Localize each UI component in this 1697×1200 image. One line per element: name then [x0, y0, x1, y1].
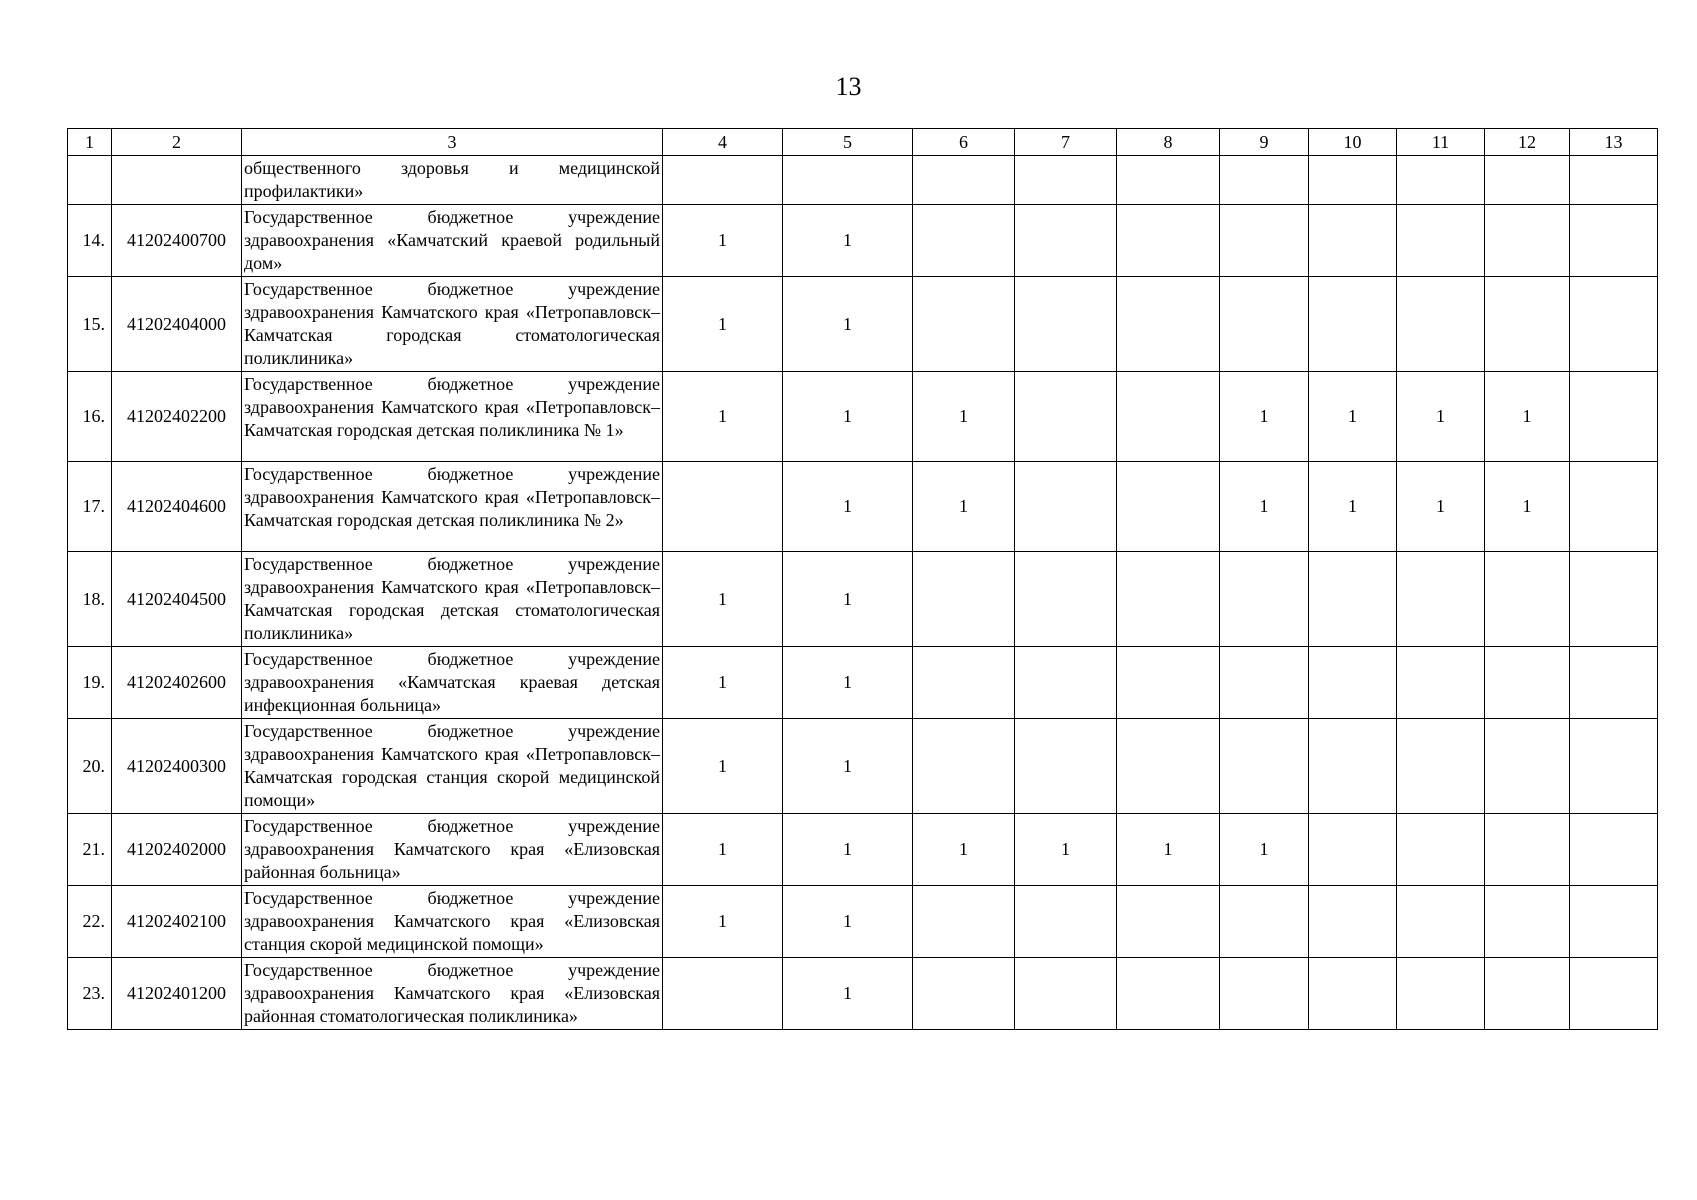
- column-header: 13: [1570, 129, 1658, 156]
- cell-col-7: 1: [1015, 814, 1117, 886]
- table-row: [68, 552, 1658, 647]
- cell-col-4: 1: [663, 814, 783, 886]
- cell-col-9: [1220, 719, 1309, 814]
- cell-col-8: 1: [1117, 814, 1220, 886]
- institution-code: [112, 156, 242, 205]
- cell-col-4: 1: [663, 647, 783, 719]
- cell-col-4: 1: [663, 719, 783, 814]
- institution-name: Государственное бюджетное учреждение здравоохранения Камчатского края «Петропавловск–Камчатская городская детская стоматологическая поликлиника»: [242, 552, 663, 647]
- cell-col-12: [1485, 958, 1570, 1030]
- cell-col-11: 1: [1397, 462, 1485, 552]
- institution-name: Государственное бюджетное учреждение здравоохранения Камчатского края «Елизовская станция скорой медицинской помощи»: [242, 886, 663, 958]
- cell-col-13: [1570, 719, 1658, 814]
- cell-col-6: 1: [913, 372, 1015, 462]
- cell-col-6: [913, 156, 1015, 205]
- cell-col-4: [663, 156, 783, 205]
- institution-name: Государственное бюджетное учреждение здравоохранения Камчатского края «Петропавловск–Камчатская городская стоматологическая поликлиника»: [242, 277, 663, 372]
- cell-col-6: [913, 958, 1015, 1030]
- cell-col-4: 1: [663, 552, 783, 647]
- cell-col-9: 1: [1220, 372, 1309, 462]
- institution-name: Государственное бюджетное учреждение здравоохранения Камчатского края «Елизовская районная стоматологическая поликлиника»: [242, 958, 663, 1030]
- cell-col-12: [1485, 205, 1570, 277]
- institution-code: 41202404000: [112, 277, 242, 372]
- institution-name: Государственное бюджетное учреждение здравоохранения «Камчатский краевой родильный дом»: [242, 205, 663, 277]
- table-row: [68, 462, 1658, 552]
- institution-code: 41202400700: [112, 205, 242, 277]
- cell-col-7: [1015, 372, 1117, 462]
- cell-col-7: [1015, 156, 1117, 205]
- cell-col-6: [913, 552, 1015, 647]
- cell-col-6: 1: [913, 462, 1015, 552]
- cell-col-10: [1309, 886, 1397, 958]
- row-number: 23.: [68, 958, 112, 1030]
- cell-col-12: [1485, 719, 1570, 814]
- cell-col-13: [1570, 277, 1658, 372]
- row-number: 14.: [68, 205, 112, 277]
- cell-col-4: 1: [663, 886, 783, 958]
- cell-col-10: [1309, 719, 1397, 814]
- cell-col-10: [1309, 958, 1397, 1030]
- institution-code: 41202402000: [112, 814, 242, 886]
- table-row: [68, 647, 1658, 719]
- cell-col-12: [1485, 886, 1570, 958]
- cell-col-11: [1397, 719, 1485, 814]
- cell-col-8: [1117, 886, 1220, 958]
- cell-col-5: 1: [783, 886, 913, 958]
- table-row: [68, 277, 1658, 372]
- cell-col-13: [1570, 958, 1658, 1030]
- cell-col-5: 1: [783, 647, 913, 719]
- cell-col-8: [1117, 958, 1220, 1030]
- institution-name: Государственное бюджетное учреждение здравоохранения «Камчатская краевая детская инфекционная больница»: [242, 647, 663, 719]
- cell-col-7: [1015, 462, 1117, 552]
- cell-col-6: [913, 719, 1015, 814]
- cell-col-12: 1: [1485, 462, 1570, 552]
- table-row: [68, 205, 1658, 277]
- column-header: 1: [68, 129, 112, 156]
- table-row: [68, 886, 1658, 958]
- cell-col-11: [1397, 814, 1485, 886]
- cell-col-8: [1117, 647, 1220, 719]
- cell-col-13: [1570, 462, 1658, 552]
- cell-col-9: 1: [1220, 814, 1309, 886]
- cell-col-8: [1117, 205, 1220, 277]
- column-header: 12: [1485, 129, 1570, 156]
- cell-col-13: [1570, 156, 1658, 205]
- institution-code: 41202401200: [112, 958, 242, 1030]
- cell-col-11: [1397, 552, 1485, 647]
- institution-name: Государственное бюджетное учреждение здравоохранения Камчатского края «Петропавловск–Камчатская городская станция скорой медицинской помощи»: [242, 719, 663, 814]
- cell-col-10: [1309, 156, 1397, 205]
- cell-col-8: [1117, 156, 1220, 205]
- table-row: [68, 814, 1658, 886]
- institution-name: Государственное бюджетное учреждение здравоохранения Камчатского края «Петропавловск–Камчатская городская детская поликлиника № 1»: [242, 372, 663, 462]
- cell-col-7: [1015, 277, 1117, 372]
- column-header: 7: [1015, 129, 1117, 156]
- cell-col-4: 1: [663, 277, 783, 372]
- cell-col-7: [1015, 647, 1117, 719]
- row-number: 20.: [68, 719, 112, 814]
- cell-col-6: [913, 205, 1015, 277]
- institution-code: 41202404600: [112, 462, 242, 552]
- cell-col-5: 1: [783, 372, 913, 462]
- cell-col-5: [783, 156, 913, 205]
- cell-col-5: 1: [783, 552, 913, 647]
- cell-col-13: [1570, 647, 1658, 719]
- column-header: 2: [112, 129, 242, 156]
- cell-col-10: 1: [1309, 462, 1397, 552]
- cell-col-4: [663, 958, 783, 1030]
- cell-col-8: [1117, 552, 1220, 647]
- row-number: 15.: [68, 277, 112, 372]
- cell-col-9: [1220, 886, 1309, 958]
- cell-col-12: [1485, 814, 1570, 886]
- cell-col-12: [1485, 156, 1570, 205]
- cell-col-10: [1309, 205, 1397, 277]
- row-number: 16.: [68, 372, 112, 462]
- cell-col-10: [1309, 814, 1397, 886]
- institutions-table: [67, 128, 1658, 1030]
- cell-col-11: [1397, 647, 1485, 719]
- table-row: [68, 719, 1658, 814]
- cell-col-13: [1570, 886, 1658, 958]
- institution-name: общественного здоровья и медицинской профилактики»: [242, 156, 663, 205]
- cell-col-9: [1220, 156, 1309, 205]
- cell-col-13: [1570, 552, 1658, 647]
- column-header: 4: [663, 129, 783, 156]
- cell-col-7: [1015, 958, 1117, 1030]
- institution-code: 41202402200: [112, 372, 242, 462]
- row-number: [68, 156, 112, 205]
- row-number: 19.: [68, 647, 112, 719]
- cell-col-9: [1220, 647, 1309, 719]
- institution-name: Государственное бюджетное учреждение здравоохранения Камчатского края «Елизовская районная больница»: [242, 814, 663, 886]
- cell-col-10: [1309, 552, 1397, 647]
- row-number: 18.: [68, 552, 112, 647]
- cell-col-5: 1: [783, 462, 913, 552]
- column-header: 5: [783, 129, 913, 156]
- cell-col-7: [1015, 719, 1117, 814]
- cell-col-5: 1: [783, 205, 913, 277]
- column-header: 9: [1220, 129, 1309, 156]
- cell-col-8: [1117, 372, 1220, 462]
- institution-code: 41202404500: [112, 552, 242, 647]
- table-row: [68, 958, 1658, 1030]
- cell-col-7: [1015, 886, 1117, 958]
- institution-code: 41202402100: [112, 886, 242, 958]
- cell-col-11: [1397, 156, 1485, 205]
- cell-col-6: 1: [913, 814, 1015, 886]
- column-header: 8: [1117, 129, 1220, 156]
- cell-col-10: [1309, 277, 1397, 372]
- row-number: 21.: [68, 814, 112, 886]
- cell-col-6: [913, 277, 1015, 372]
- institution-code: 41202402600: [112, 647, 242, 719]
- cell-col-11: [1397, 958, 1485, 1030]
- cell-col-5: 1: [783, 277, 913, 372]
- cell-col-5: 1: [783, 814, 913, 886]
- cell-col-9: [1220, 205, 1309, 277]
- page-number: 13: [835, 72, 862, 101]
- cell-col-11: [1397, 277, 1485, 372]
- cell-col-12: [1485, 647, 1570, 719]
- institution-name: Государственное бюджетное учреждение здравоохранения Камчатского края «Петропавловск–Камчатская городская детская поликлиника № 2»: [242, 462, 663, 552]
- cell-col-6: [913, 886, 1015, 958]
- table-row: [68, 372, 1658, 462]
- cell-col-6: [913, 647, 1015, 719]
- cell-col-12: [1485, 277, 1570, 372]
- cell-col-4: 1: [663, 372, 783, 462]
- cell-col-8: [1117, 719, 1220, 814]
- cell-col-13: [1570, 814, 1658, 886]
- row-number: 22.: [68, 886, 112, 958]
- cell-col-12: 1: [1485, 372, 1570, 462]
- cell-col-8: [1117, 462, 1220, 552]
- cell-col-12: [1485, 552, 1570, 647]
- table-header-row: [68, 129, 1658, 156]
- cell-col-13: [1570, 372, 1658, 462]
- row-number: 17.: [68, 462, 112, 552]
- column-header: 11: [1397, 129, 1485, 156]
- cell-col-11: 1: [1397, 372, 1485, 462]
- cell-col-11: [1397, 205, 1485, 277]
- table-row: [68, 156, 1658, 205]
- column-header: 6: [913, 129, 1015, 156]
- institution-code: 41202400300: [112, 719, 242, 814]
- cell-col-8: [1117, 277, 1220, 372]
- column-header: 10: [1309, 129, 1397, 156]
- cell-col-7: [1015, 552, 1117, 647]
- cell-col-11: [1397, 886, 1485, 958]
- cell-col-5: 1: [783, 958, 913, 1030]
- cell-col-9: [1220, 958, 1309, 1030]
- cell-col-13: [1570, 205, 1658, 277]
- cell-col-10: 1: [1309, 372, 1397, 462]
- cell-col-9: 1: [1220, 462, 1309, 552]
- cell-col-5: 1: [783, 719, 913, 814]
- cell-col-7: [1015, 205, 1117, 277]
- cell-col-4: 1: [663, 205, 783, 277]
- column-header: 3: [242, 129, 663, 156]
- cell-col-9: [1220, 277, 1309, 372]
- cell-col-4: [663, 462, 783, 552]
- cell-col-10: [1309, 647, 1397, 719]
- cell-col-9: [1220, 552, 1309, 647]
